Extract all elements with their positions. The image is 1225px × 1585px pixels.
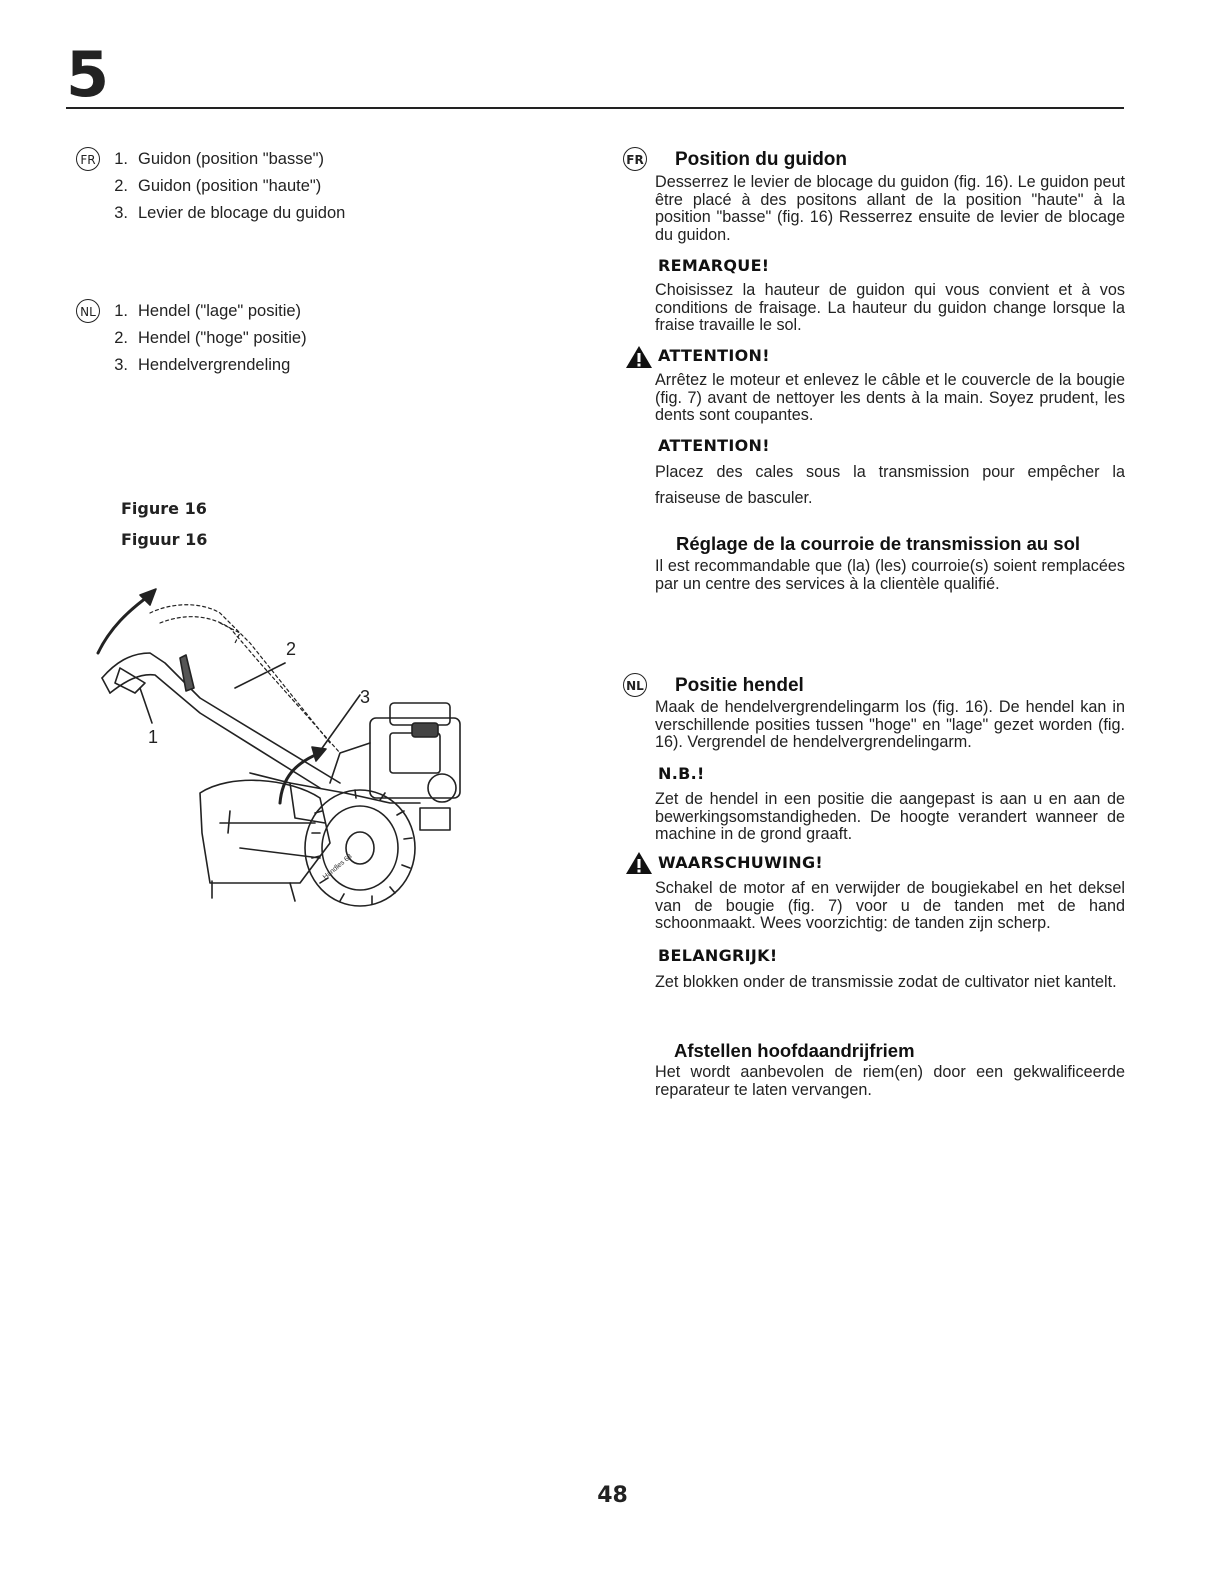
page-number: 48 [597,1483,628,1508]
fr-attention-heading: ATTENTION! [658,346,770,365]
figure-decal-text: Handles 63 [321,853,354,882]
nl-nb-text: Zet de hendel in een positie die aangepast is aan u en aan de bewerkingsomstandigheden. De hoogte verandert wanneer de machine in de grond graaft. [655,790,1125,843]
lang-nl-icon: NL [623,673,647,697]
lang-nl-icon: NL [76,299,100,323]
nl-afstellen-text: Het wordt aanbevolen de riem(en) door een gekwalificeerde reparateur te laten vervangen. [655,1063,1125,1099]
figure-caption-nl: Figuur 16 [121,530,208,549]
fr-attention-text: Arrêtez le moteur et enlevez le câble et le couvercle de la bougie (fig. 7) avant de nettoyer les dents à la main. Soyez prudent, les dents sont coupantes. [655,371,1125,424]
nl-afstellen-heading: Afstellen hoofdaandrijfriem [674,1040,915,1061]
fr-remarque-text: Choisissez la hauteur de guidon qui vous convient et à vos conditions de fraisage. La hauteur du guidon change lorsque la fraise travaille le sol. [655,281,1125,334]
warning-triangle-icon [625,851,653,875]
warning-triangle-icon [625,345,653,369]
lang-fr-icon: FR [76,147,100,171]
nl-belangrijk-text: Zet blokken onder de transmissie zodat de cultivator niet kantelt. [655,973,1117,991]
nl-waarschuwing-text: Schakel de motor af en verwijder de bougiekabel en het deksel van de bougie (fig. 7) voor u de tanden met de hand schoonmaakt. Wees voorzichtig: de tanden zijn scherp. [655,879,1125,932]
fr-intro-text: Desserrez le levier de blocage du guidon (fig. 16). Le guidon peut être placé à des positons allant de la position "haute" à la position "basse" (fig. 16) Resserrez ensuite de levier de blocage du guidon. [655,173,1125,244]
nl-waarschuwing-heading: WAARSCHUWING! [658,853,823,872]
lang-fr-icon: FR [623,147,647,171]
tiller-handle-illustration [90,583,480,913]
fr-reglage-heading: Réglage de la courroie de transmission au sol [676,533,1081,554]
fr-remarque-heading: REMARQUE! [658,256,770,275]
fr-reglage-text: Il est recommandable que (la) (les) courroie(s) soient remplacées par un centre des services à la clientèle qualifié. [655,557,1125,593]
chapter-number: 5 [66,38,110,111]
fr-attention2-text: Placez des cales sous la transmission pour empêcher la fraiseuse de basculer. [655,463,1125,507]
nl-belangrijk-heading: BELANGRIJK! [658,946,778,965]
callout-1: 1 [148,727,159,747]
callout-2: 2 [286,639,297,659]
nl-nb-heading: N.B.! [658,764,705,783]
nl-intro-text: Maak de hendelvergrendelingarm los (fig. 16). De hendel kan in verschillende posities tussen "hoge" en "lage" gezet worden (fig. 16). Vergrendel de hendelvergrendelingarm. [655,698,1125,751]
fr-attention2-heading: ATTENTION! [658,436,770,455]
callout-3: 3 [360,687,371,707]
figure-caption-fr: Figure 16 [121,499,207,518]
header-rule [66,107,1124,109]
